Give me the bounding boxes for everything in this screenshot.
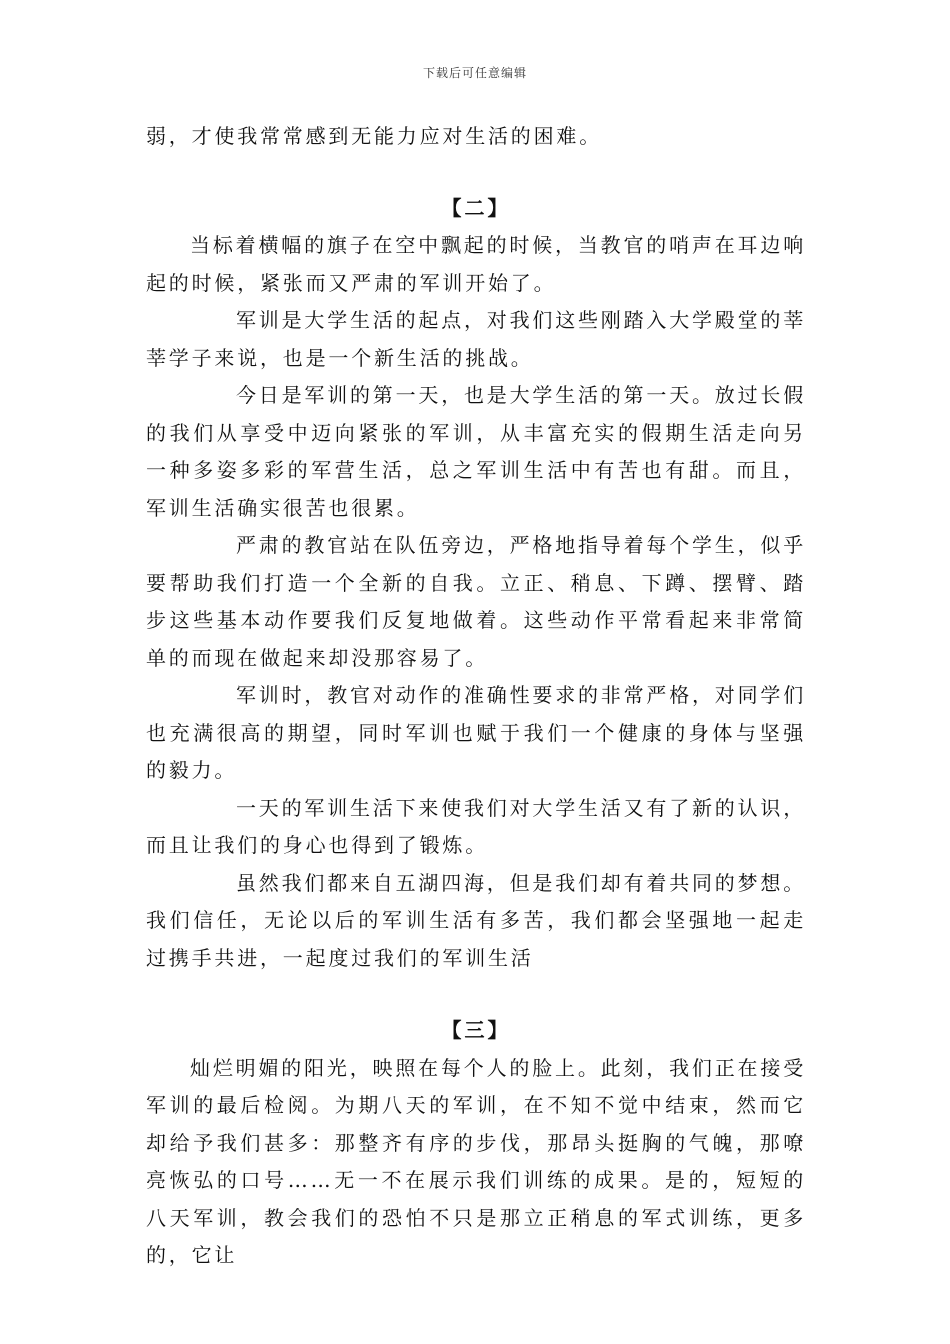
section-gap [146, 156, 806, 190]
paragraph: 军训是大学生活的起点，对我们这些刚踏入大学殿堂的莘莘学子来说，也是一个新生活的挑战。 [146, 308, 806, 370]
paragraph: 一天的军训生活下来使我们对大学生活又有了新的认识，而且让我们的身心也得到了锻炼。 [146, 795, 806, 857]
paragraph: 严肃的教官站在队伍旁边，严格地指导着每个学生，似乎要帮助我们打造一个全新的自我。立正、稍息、下蹲、摆臂、踏步这些基本动作要我们反复地做着。这些动作平常看起来非常简单的而现在做起来却没那容易了。 [146, 533, 806, 670]
paragraph: 军训时，教官对动作的准确性要求的非常严格，对同学们也充满很高的期望，同时军训也赋于我们一个健康的身体与坚强的毅力。 [146, 683, 806, 782]
paragraph-continuation: 弱，才使我常常感到无能力应对生活的困难。 [146, 124, 602, 148]
paragraph: 灿烂明媚的阳光，映照在每个人的脸上。此刻，我们正在接受军训的最后检阅。为期八天的军训，在不知不觉中结束，然而它却给予我们甚多：那整齐有序的步伐，那昂头挺胸的气魄，那嘹亮恢弘的口号……无一不在展示我们训练的成果。是的，短短的八天军训，教会我们的恐怕不只是那立正稍息的军式训练，更多的，它让 [146, 1055, 806, 1267]
paragraph: 当标着横幅的旗子在空中飘起的时候，当教官的哨声在耳边响起的时候，紧张而又严肃的军训开始了。 [146, 233, 806, 295]
paragraph: 虽然我们都来自五湖四海，但是我们却有着共同的梦想。我们信任，无论以后的军训生活有多苦，我们都会坚强地一起走过携手共进，一起度过我们的军训生活 [146, 870, 806, 970]
paragraph: 今日是军训的第一天，也是大学生活的第一天。放过长假的我们从享受中迈向紧张的军训，从丰富充实的假期生活走向另一种多姿多彩的军营生活，总之军训生活中有苦也有甜。而且，军训生活确实很苦也很累。 [146, 383, 806, 520]
page-header-note: 下载后可任意编辑 [422, 66, 527, 80]
document-body [146, 118, 806, 1275]
section-heading-2: 【二】 [441, 195, 511, 220]
section-gap [146, 977, 806, 1012]
section-heading-3: 【三】 [441, 1018, 511, 1042]
